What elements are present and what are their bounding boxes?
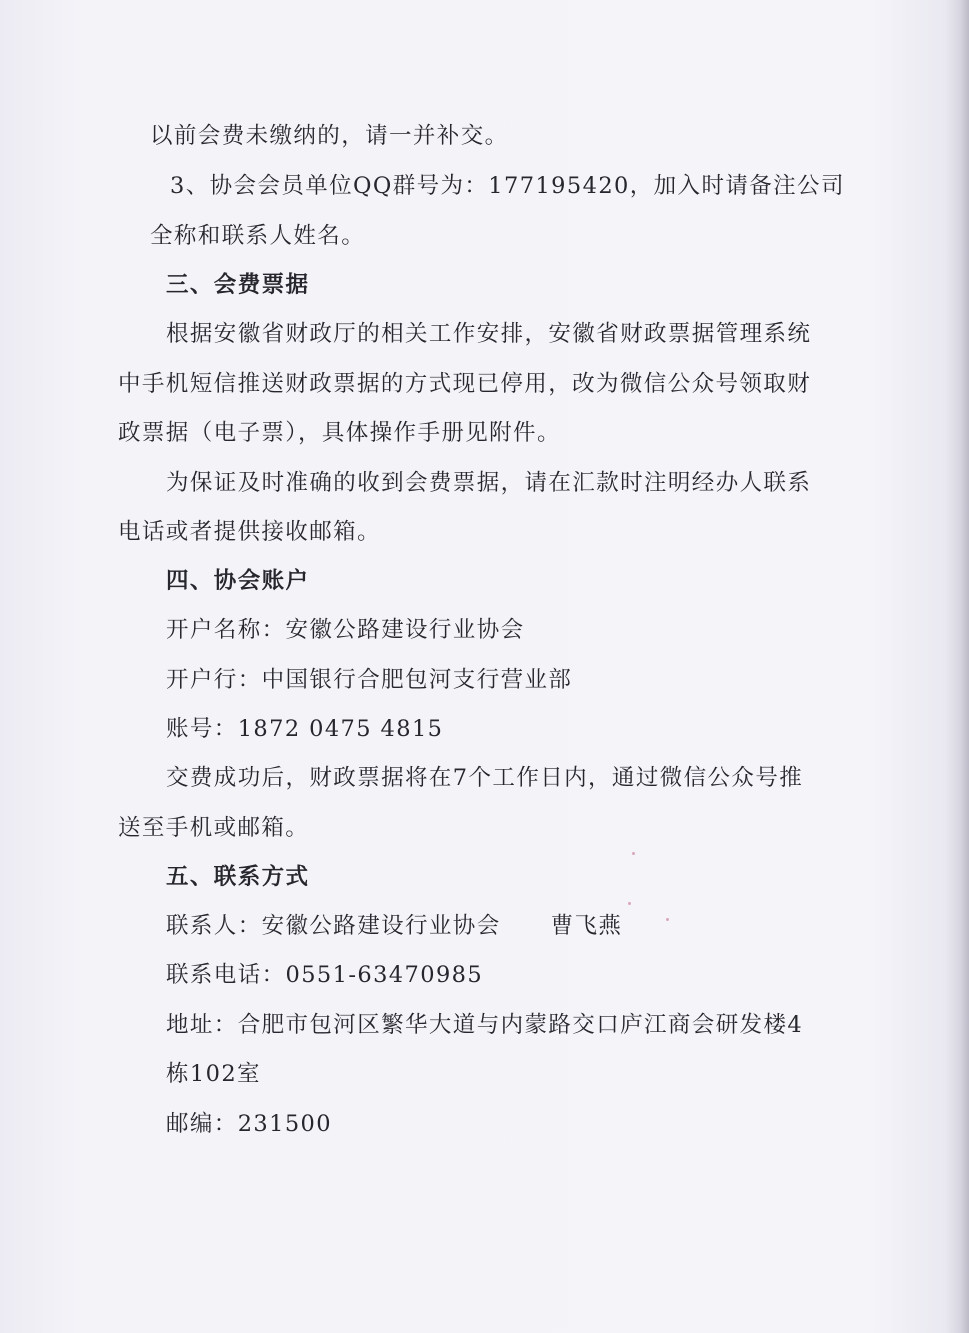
text-line: 以前会费未缴纳的，请一并补交。	[150, 123, 509, 149]
account-number-line: 账号：1872 0475 4815	[166, 716, 444, 742]
address-line: 地址：合肥市包河区繁华大道与内蒙路交口庐江商会研发楼4	[166, 1012, 804, 1038]
text-line: 全称和联系人姓名。	[150, 223, 366, 249]
scan-speck	[628, 902, 631, 905]
text-line: 政票据（电子票），具体操作手册见附件。	[118, 420, 561, 446]
section-heading: 四、协会账户	[166, 568, 310, 594]
address-line-cont: 栋102室	[166, 1061, 261, 1087]
scan-speck	[666, 918, 669, 921]
contact-person: 曹飞燕	[550, 913, 623, 939]
postcode-line: 邮编：231500	[166, 1111, 332, 1137]
scan-speck	[632, 852, 635, 855]
section-heading: 五、联系方式	[166, 864, 310, 890]
text-line: 中手机短信推送财政票据的方式现已停用，改为微信公众号领取财	[118, 371, 812, 397]
phone-line: 联系电话：0551-63470985	[166, 962, 484, 988]
text-line: 电话或者提供接收邮箱。	[118, 519, 381, 545]
text-line: 送至手机或邮箱。	[118, 815, 310, 841]
section-heading: 三、会费票据	[166, 272, 310, 298]
text-line: 3、协会会员单位QQ群号为：177195420，加入时请备注公司	[170, 173, 845, 199]
scan-edge-shadow	[945, 0, 969, 1333]
text-line: 开户名称：安徽公路建设行业协会	[166, 617, 525, 643]
text-line: 交费成功后，财政票据将在7个工作日内，通过微信公众号推	[166, 765, 804, 791]
contact-org: 联系人：安徽公路建设行业协会	[166, 913, 501, 939]
text-line: 为保证及时准确的收到会费票据，请在汇款时注明经办人联系	[166, 470, 812, 496]
contact-line	[166, 911, 622, 941]
text-line: 开户行：中国银行合肥包河支行营业部	[166, 667, 573, 693]
text-line: 根据安徽省财政厅的相关工作安排，安徽省财政票据管理系统	[166, 321, 812, 347]
